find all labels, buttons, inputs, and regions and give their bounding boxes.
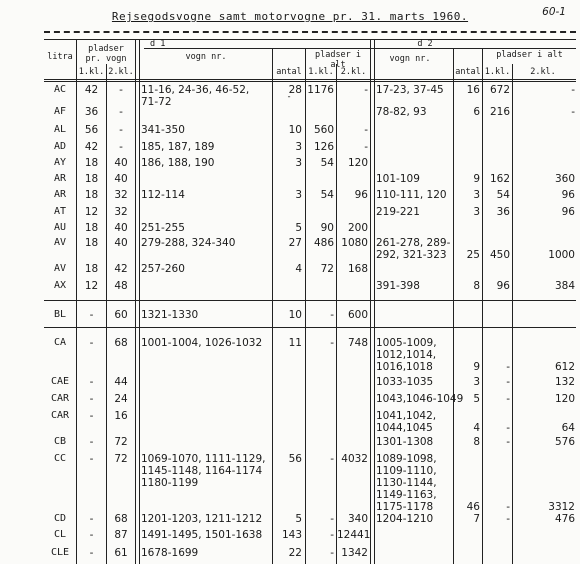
d-header-rule <box>144 48 576 49</box>
d2-nr-line: 1089-1098, <box>376 453 437 465</box>
d1-k1-cell: - <box>330 337 334 349</box>
d2-nr-line: 1149-1163, <box>376 489 437 501</box>
d2-antal-cell: 7 <box>473 513 480 525</box>
d1-k1-cell: 126 <box>313 141 334 153</box>
header-vogn-nr-d1: vogn nr. <box>185 52 227 62</box>
d2-antal-cell: 25 <box>466 249 480 261</box>
p2-cell: 87 <box>114 529 128 541</box>
litra-cell: AR <box>53 189 67 200</box>
d2-k1-cell: - <box>506 361 510 373</box>
p1-cell: 56 <box>84 124 99 136</box>
litra-cell: AY <box>53 157 67 168</box>
d2-k1-cell: 216 <box>489 106 510 118</box>
d2-k2-cell: 132 <box>554 376 575 388</box>
d2-nr-line: 1175-1178 <box>376 501 434 513</box>
d1-nr-line: 185, 187, 189 <box>141 141 215 153</box>
p2-cell: 40 <box>114 222 128 234</box>
d2-antal-cell: 3 <box>473 376 480 388</box>
p2-cell: 32 <box>114 189 128 201</box>
p1-cell: - <box>89 453 94 465</box>
header-d1: d 1 <box>150 39 166 49</box>
litra-cell: AU <box>53 222 67 233</box>
litra-cell: CB <box>53 436 67 447</box>
d1-antal-cell: 10 <box>288 124 302 136</box>
d2-k2-cell: 360 <box>554 173 575 185</box>
litra-cell: AV <box>53 263 67 274</box>
p2-cell: 32 <box>114 206 128 218</box>
d2-antal-cell: 3 <box>473 189 480 201</box>
top-rule <box>44 31 576 33</box>
d1-k2-cell: 120 <box>347 157 368 169</box>
p2-cell: 68 <box>114 513 128 525</box>
p1-cell: 18 <box>84 157 99 169</box>
header-bottom-rule <box>44 79 576 80</box>
d1-antal-cell: 143 <box>281 529 302 541</box>
p1-cell: - <box>89 376 94 388</box>
d1-antal-cell: 3 <box>295 189 302 201</box>
d2-nr-line: 391-398 <box>376 280 420 292</box>
litra-cell: CA <box>53 337 67 348</box>
header-antal-d1: antal <box>276 67 302 77</box>
p1-cell: 18 <box>84 237 99 249</box>
d2-k2-cell: 96 <box>561 206 575 218</box>
d1-nr-line: 71-72 <box>141 96 172 108</box>
d1-k2-cell: 168 <box>347 263 368 275</box>
d1-nr-line: 251-255 <box>141 222 185 234</box>
d1-nr-line: 1491-1495, 1501-1638 <box>141 529 263 541</box>
p2-cell: 60 <box>114 309 128 321</box>
d1-nr-line: 112-114 <box>141 189 185 201</box>
d1-nr-line: 257-260 <box>141 263 185 275</box>
header-kl1: 1.kl. <box>78 67 105 77</box>
p2-cell: 40 <box>114 157 128 169</box>
d2-k1-cell: - <box>506 513 510 525</box>
d2-nr-line: 292, 321-323 <box>376 249 447 261</box>
p2-cell: 40 <box>114 173 128 185</box>
litra-cell: CL <box>53 529 67 540</box>
d2-k1-cell: - <box>506 436 510 448</box>
d2-nr-line: 1130-1144, <box>376 477 437 489</box>
d1-k2-cell: 600 <box>347 309 368 321</box>
litra-cell: CAE <box>50 376 70 387</box>
d2-nr-line: 17-23, 37-45 <box>376 84 444 96</box>
d2-k2-cell: 612 <box>554 361 575 373</box>
d2-nr-line: 110-111, 120 <box>376 189 447 201</box>
d2-nr-line: 1301-1308 <box>376 436 434 448</box>
header-d2: d 2 <box>417 39 433 49</box>
header-pladser-i-alt-d1: pladser i alt <box>314 50 362 70</box>
d2-k2-cell: 384 <box>554 280 575 292</box>
d1-nr-line: 1678-1699 <box>141 547 199 559</box>
d2-k1-cell: - <box>506 393 510 405</box>
d2-antal-cell: 16 <box>466 84 480 96</box>
p1-cell: - <box>89 513 94 525</box>
d1-k1-cell: - <box>330 513 334 525</box>
d2-nr-line: 1041,1042, <box>376 410 437 422</box>
d2-nr-line: 1005-1009, <box>376 337 437 349</box>
p1-cell: - <box>89 337 94 349</box>
d2-k2-cell: 1000 <box>548 249 575 261</box>
d1-k1-cell: 486 <box>313 237 334 249</box>
d2-antal-cell: 46 <box>466 501 480 513</box>
d1-k2-cell: 340 <box>347 513 368 525</box>
p1-cell: - <box>89 410 94 422</box>
column-rule <box>512 64 513 564</box>
d1-k2-cell: - <box>364 141 368 153</box>
d1-k1-cell: - <box>330 547 334 559</box>
litra-cell: AF <box>53 106 67 117</box>
d1-k2-cell: - <box>364 124 368 136</box>
p2-cell: 68 <box>114 337 128 349</box>
p2-cell: - <box>119 141 123 153</box>
d2-nr-line: 1033-1035 <box>376 376 434 388</box>
p1-cell: 18 <box>84 222 99 234</box>
d2-antal-cell: 8 <box>473 436 480 448</box>
d1-k2-cell: 200 <box>347 222 368 234</box>
d2-k2-cell: - <box>571 84 575 96</box>
d1-k1-cell: - <box>330 529 334 541</box>
p1-cell: - <box>89 529 94 541</box>
litra-cell: CAR <box>50 393 70 404</box>
p2-cell: 48 <box>114 280 128 292</box>
p1-cell: - <box>89 393 94 405</box>
d1-k2-cell: 1342 <box>341 547 368 559</box>
p2-cell: 40 <box>114 237 128 249</box>
d1-nr-line: 1180-1199 <box>141 477 199 489</box>
p2-cell: 16 <box>114 410 128 422</box>
header-bottom-rule-2 <box>44 81 576 82</box>
litra-cell: AT <box>53 206 67 217</box>
d2-k2-cell: 3312 <box>548 501 575 513</box>
litra-cell: AD <box>53 141 67 152</box>
d2-k1-cell: 54 <box>496 189 510 201</box>
p1-cell: - <box>89 309 94 321</box>
d2-antal-cell: 4 <box>473 422 480 434</box>
header-kl2-d1: 2.kl. <box>340 67 367 77</box>
p1-cell: 36 <box>84 106 99 118</box>
d1-k2-cell: 748 <box>347 337 368 349</box>
litra-cell: BL <box>53 309 67 320</box>
header-kl2: 2.kl. <box>108 67 134 77</box>
d2-antal-cell: 5 <box>473 393 480 405</box>
d2-k2-cell: 120 <box>554 393 575 405</box>
d1-k2-cell: 4032 <box>341 453 368 465</box>
p2-cell: 72 <box>114 436 128 448</box>
header-top-rule <box>44 39 576 40</box>
litra-cell: CLE <box>50 547 70 558</box>
p2-cell: - <box>119 84 123 96</box>
p2-cell: 72 <box>114 453 128 465</box>
d1-nr-line: 1201-1203, 1211-1212 <box>141 513 263 525</box>
d1-antal-cell: 22 <box>288 547 302 559</box>
column-double-rule <box>370 39 375 564</box>
d1-antal-cell: 28 <box>288 84 302 96</box>
d1-nr-line: 11-16, 24-36, 46-52, <box>141 84 250 96</box>
header-kl1-d2: 1.kl. <box>484 67 511 77</box>
litra-cell: AC <box>53 84 67 95</box>
d1-k1-cell: - <box>330 309 334 321</box>
header-kl2-d2: 2.kl. <box>530 67 556 77</box>
p1-cell: 12 <box>84 280 99 292</box>
d2-k1-cell: 450 <box>489 249 510 261</box>
d1-k1-cell: 90 <box>320 222 334 234</box>
section-rule <box>44 300 576 301</box>
d1-nr-line: 1145-1148, 1164-1174 <box>141 465 263 477</box>
d1-k2-cell: 96 <box>354 189 368 201</box>
d1-antal-cell: 4 <box>295 263 302 275</box>
p2-cell: 24 <box>114 393 128 405</box>
header-pladser-i-alt-d2: pladser i alt <box>496 50 563 60</box>
d1-k1-cell: 1176 <box>307 84 334 96</box>
header-dash: - <box>286 92 292 102</box>
litra-cell: AL <box>53 124 67 135</box>
d1-nr-line: 1001-1004, 1026-1032 <box>141 337 263 349</box>
d2-nr-line: 1044,1045 <box>376 422 433 434</box>
d1-k1-cell: 54 <box>320 189 334 201</box>
d2-k2-cell: - <box>571 106 575 118</box>
d2-k1-cell: 36 <box>496 206 510 218</box>
d2-antal-cell: 9 <box>473 173 480 185</box>
d1-antal-cell: 10 <box>288 309 302 321</box>
d1-k1-cell: 560 <box>313 124 334 136</box>
d2-nr-line: 101-109 <box>376 173 420 185</box>
p2-cell: - <box>119 124 123 136</box>
d2-nr-line: 1016,1018 <box>376 361 433 373</box>
litra-cell: CC <box>53 453 67 464</box>
d2-k1-cell: 96 <box>496 280 510 292</box>
d2-nr-line: 1109-1110, <box>376 465 437 477</box>
litra-cell: CD <box>53 513 67 524</box>
header-kl1-d1: 1.kl. <box>308 67 334 77</box>
d1-k1-cell: 72 <box>320 263 334 275</box>
header-vogn-nr-d2: vogn nr. <box>389 54 431 64</box>
p1-cell: - <box>89 436 94 448</box>
d1-k2-cell: - <box>364 84 368 96</box>
d1-k2-cell: 12441 <box>337 529 371 541</box>
p2-cell: 42 <box>114 263 128 275</box>
litra-cell: AR <box>53 173 67 184</box>
d2-k1-cell: 162 <box>489 173 510 185</box>
p2-cell: - <box>119 106 123 118</box>
d1-nr-line: 186, 188, 190 <box>141 157 215 169</box>
d2-nr-line: 1012,1014, <box>376 349 437 361</box>
column-rule <box>482 48 483 564</box>
d2-antal-cell: 3 <box>473 206 480 218</box>
d1-antal-cell: 11 <box>288 337 302 349</box>
document-title: Rejsegodsvogne samt motorvogne pr. 31. marts 1960. <box>111 10 469 23</box>
d1-nr-line: 279-288, 324-340 <box>141 237 236 249</box>
d1-antal-cell: 5 <box>295 513 302 525</box>
d1-nr-line: 341-350 <box>141 124 185 136</box>
d2-k1-cell: - <box>506 501 510 513</box>
p1-cell: 18 <box>84 189 99 201</box>
p1-cell: 42 <box>84 84 99 96</box>
d2-antal-cell: 6 <box>473 106 480 118</box>
header-pladser-pr-vogn: pladser pr. vogn <box>85 44 127 64</box>
p1-cell: 42 <box>84 141 99 153</box>
d2-k1-cell: - <box>506 376 510 388</box>
d2-k2-cell: 576 <box>554 436 575 448</box>
d2-nr-line: 219-221 <box>376 206 420 218</box>
d2-antal-cell: 9 <box>473 361 480 373</box>
p2-cell: 44 <box>114 376 128 388</box>
d1-k1-cell: 54 <box>320 157 334 169</box>
d2-k2-cell: 64 <box>561 422 575 434</box>
p1-cell: 12 <box>84 206 99 218</box>
d1-antal-cell: 5 <box>295 222 302 234</box>
p2-cell: 61 <box>114 547 128 559</box>
d1-antal-cell: 3 <box>295 157 302 169</box>
d2-nr-line: 261-278, 289- <box>376 237 451 249</box>
page-reference: 60-1 <box>542 6 566 18</box>
d1-antal-cell: 27 <box>288 237 302 249</box>
d2-antal-cell: 8 <box>473 280 480 292</box>
d1-k2-cell: 1080 <box>341 237 368 249</box>
header-litra: litra <box>47 52 73 62</box>
d1-antal-cell: 56 <box>288 453 302 465</box>
d2-k2-cell: 476 <box>554 513 575 525</box>
d2-k2-cell: 96 <box>561 189 575 201</box>
d2-k1-cell: 672 <box>489 84 510 96</box>
d1-antal-cell: 3 <box>295 141 302 153</box>
section-rule-2 <box>44 327 576 328</box>
p1-cell: - <box>89 547 94 559</box>
d2-nr-line: 1043,1046-1049 <box>376 393 464 405</box>
litra-cell: AX <box>53 280 67 291</box>
d1-k1-cell: - <box>330 453 334 465</box>
d1-nr-line: 1069-1070, 1111-1129, <box>141 453 266 465</box>
d2-nr-line: 78-82, 93 <box>376 106 427 118</box>
litra-cell: CAR <box>50 410 70 421</box>
header-antal-d2: antal <box>455 67 481 77</box>
litra-cell: AV <box>53 237 67 248</box>
p1-cell: 18 <box>84 263 99 275</box>
d2-k1-cell: - <box>506 422 510 434</box>
column-double-rule <box>135 39 140 564</box>
d1-nr-line: 1321-1330 <box>141 309 199 321</box>
d2-nr-line: 1204-1210 <box>376 513 434 525</box>
p1-cell: 18 <box>84 173 99 185</box>
